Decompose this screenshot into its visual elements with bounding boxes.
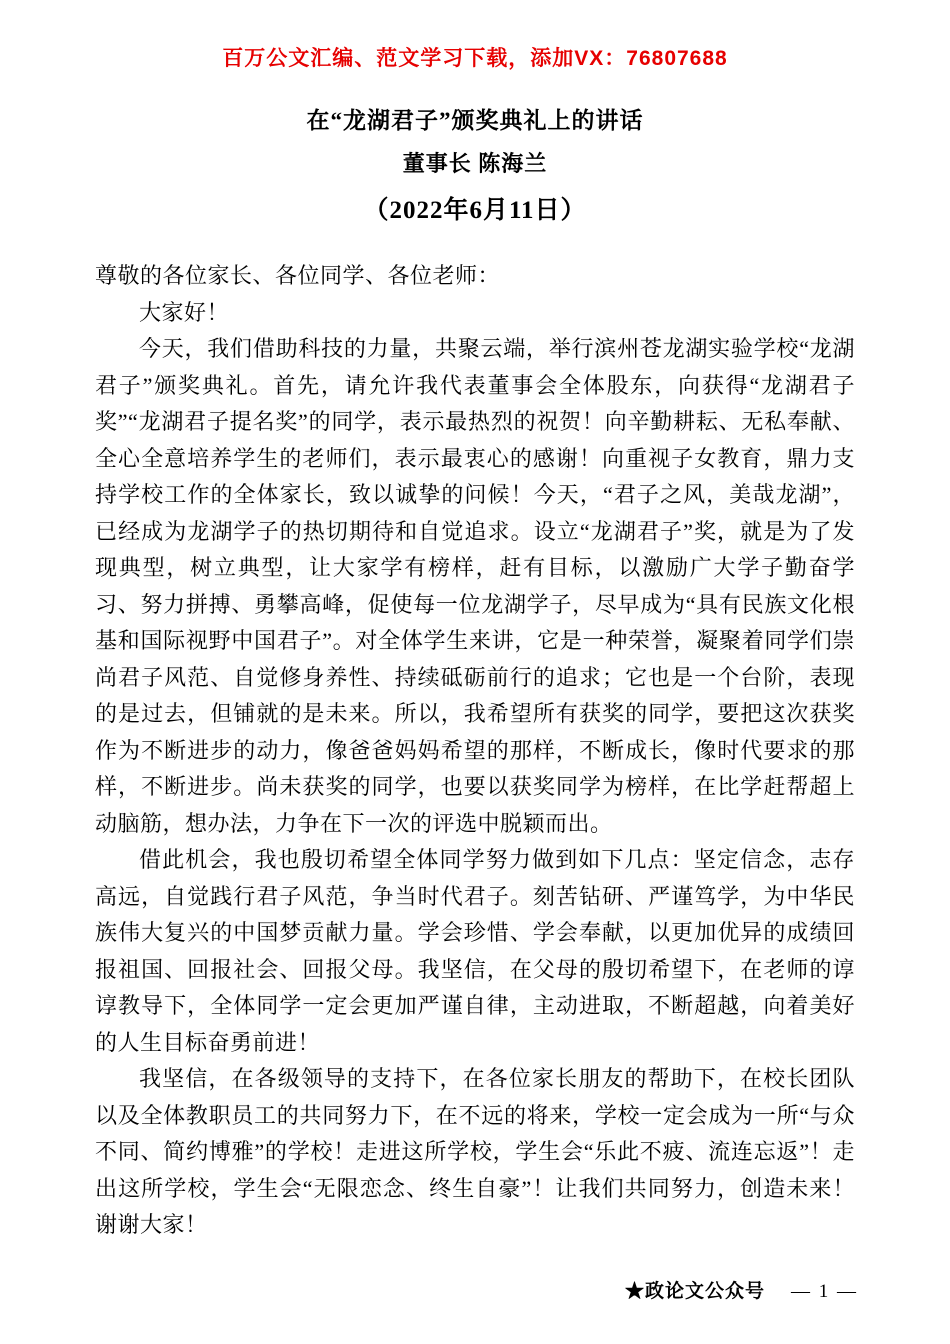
paragraph-2: 借此机会，我也殷切希望全体同学努力做到如下几点：坚定信念，志存高远，自觉践行君子风范，争当时代君子。刻苦钻研、严谨笃学，为中华民族伟大复兴的中国梦贡献力量。学会珍惜、学会奉献，以更加优异的成绩回报祖国、回报社会、回报父母。我坚信，在父母的殷切希望下，在老师的谆谆教导下，全体同学一定会更加严谨自律，主动进取，不断超越，向着美好的人生目标奋勇前进！ xyxy=(95,847,855,1055)
footer-source: ★政论文公众号 xyxy=(624,1281,765,1302)
author-line: 董事长 陈海兰 xyxy=(402,151,548,176)
paragraph-3: 我坚信，在各级领导的支持下，在各位家长朋友的帮助下，在校长团队以及全体教职员工的共同努力下，在不远的将来，学校一定会成为一所“与众不同、简约博雅”的学校！走进这所学校，学生会“乐此不疲、流连忘返”！走出这所学校，学生会“无限恋念、终生自豪”！让我们共同努力，创造未来！谢谢大家！ xyxy=(95,1066,855,1237)
salutation: 尊敬的各位家长、各位同学、各位老师： xyxy=(95,263,501,288)
document-title: 在“龙湖君子”颁奖典礼上的讲话 xyxy=(306,108,644,133)
paragraph-1: 今天，我们借助科技的力量，共聚云端，举行滨州苍龙湖实验学校“龙湖君子”颁奖典礼。首先，请允许我代表董事会全体股东，向获得“龙湖君子奖”“龙湖君子提名奖”的同学，表示最热烈的祝贺！向辛勤耕耘、无私奉献、全心全意培养学生的老师们，表示最衷心的感谢！向重视子女教育，鼎力支持学校工作的全体家长，致以诚挚的问候！今天，“君子之风，美哉龙湖”，已经成为龙湖学子的热切期待和自觉追求。设立“龙湖君子”奖，就是为了发现典型，树立典型，让大家学有榜样，赶有目标，以激励广大学子勤奋学习、努力拼搏、勇攀高峰，促使每一位龙湖学子，尽早成为“具有民族文化根基和国际视野中国君子”。对全体学生来讲，它是一种荣誉，凝聚着同学们崇尚君子风范、自觉修身养性、持续砥砺前行的追求；它也是一个台阶，表现的是过去，但铺就的是未来。所以，我希望所有获奖的同学，要把这次获奖作为不断进步的动力，像爸爸妈妈希望的那样，不断成长，像时代要求的那样，不断进步。尚未获奖的同学，也要以获奖同学为榜样，在比学赶帮超上动脑筋，想办法，力争在下一次的评选中脱颖而出。 xyxy=(95,336,855,836)
page-footer xyxy=(625,1276,858,1303)
greeting: 大家好！ xyxy=(139,299,230,325)
document-body xyxy=(95,258,855,1244)
footer-page-number: — 1 — xyxy=(791,1281,858,1302)
promo-header: 百万公文汇编、范文学习下载，添加VX：76807688 xyxy=(222,47,728,70)
date-line: （2022年6月11日） xyxy=(363,197,587,224)
